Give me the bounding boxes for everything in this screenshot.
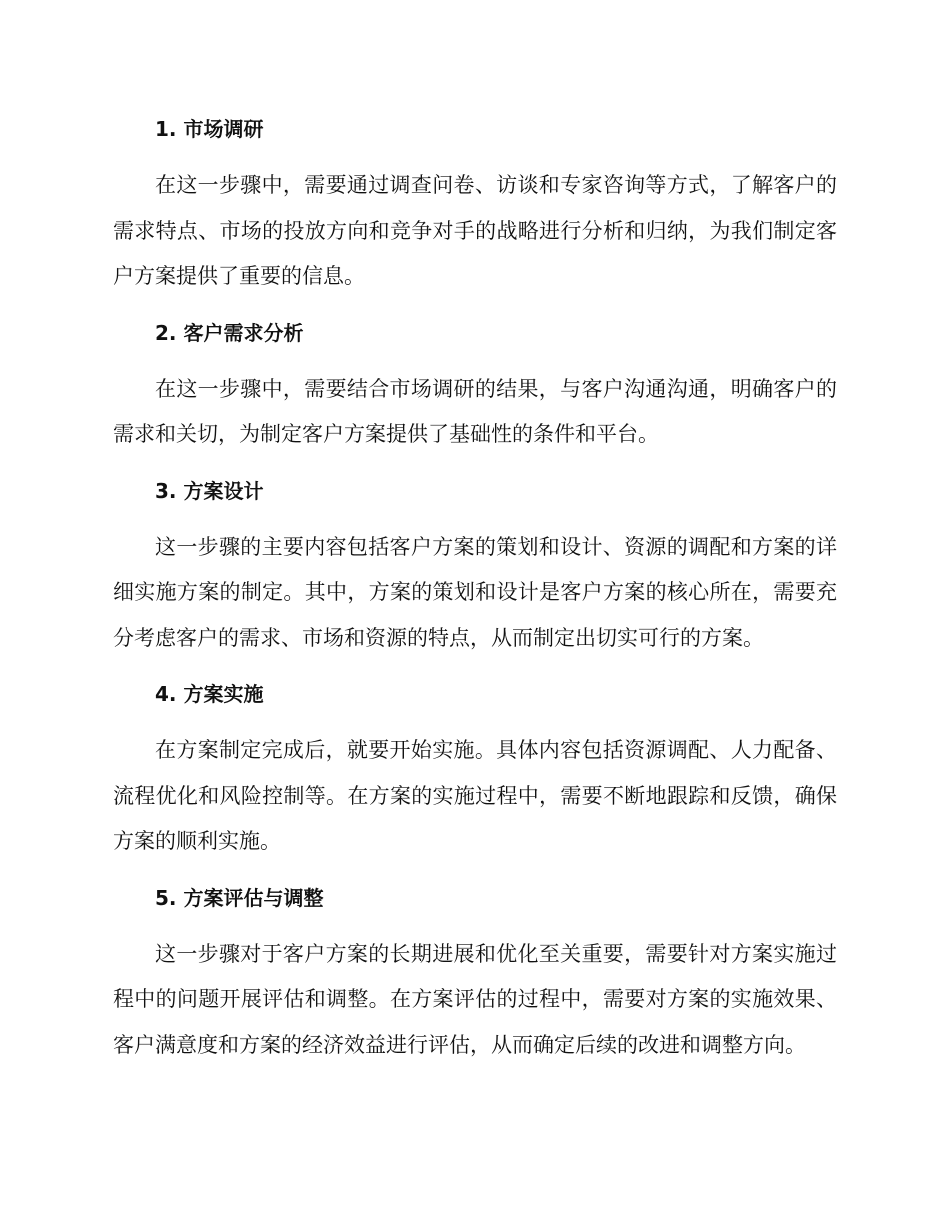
- section-heading: 3. 方案设计: [155, 478, 264, 503]
- section-heading: 4. 方案实施: [155, 682, 264, 706]
- section-customer-needs-analysis: [113, 317, 837, 458]
- section-heading: 1. 市场调研: [155, 117, 264, 141]
- section-plan-evaluation-adjustment: [113, 882, 837, 1069]
- section-paragraph: 在这一步骤中，需要结合市场调研的结果，与客户沟通沟通，明确客户的需求和关切，为制定客户方案提供了基础性的条件和平台。: [113, 376, 837, 446]
- section-paragraph: 这一步骤的主要内容包括客户方案的策划和设计、资源的调配和方案的详细实施方案的制定。其中，方案的策划和设计是客户方案的核心所在，需要充分考虑客户的需求、市场和资源的特点，从而制定出切实可行的方案。: [113, 534, 837, 650]
- section-heading: 5. 方案评估与调整: [155, 885, 324, 910]
- section-heading: 2. 客户需求分析: [155, 320, 304, 345]
- section-paragraph: 在方案制定完成后，就要开始实施。具体内容包括资源调配、人力配备、流程优化和风险控制等。在方案的实施过程中，需要不断地跟踪和反馈，确保方案的顺利实施。: [113, 738, 837, 853]
- section-plan-design: [113, 475, 837, 662]
- section-paragraph: 这一步骤对于客户方案的长期进展和优化至关重要，需要针对方案实施过程中的问题开展评估和调整。在方案评估的过程中，需要对方案的实施效果、客户满意度和方案的经济效益进行评估，从而确定后续的改进和调整方向。: [113, 941, 837, 1057]
- section-market-research: [113, 113, 837, 300]
- section-plan-implementation: [113, 678, 837, 865]
- section-paragraph: 在这一步骤中，需要通过调查问卷、访谈和专家咨询等方式，了解客户的需求特点、市场的投放方向和竞争对手的战略进行分析和归纳，为我们制定客户方案提供了重要的信息。: [113, 173, 837, 288]
